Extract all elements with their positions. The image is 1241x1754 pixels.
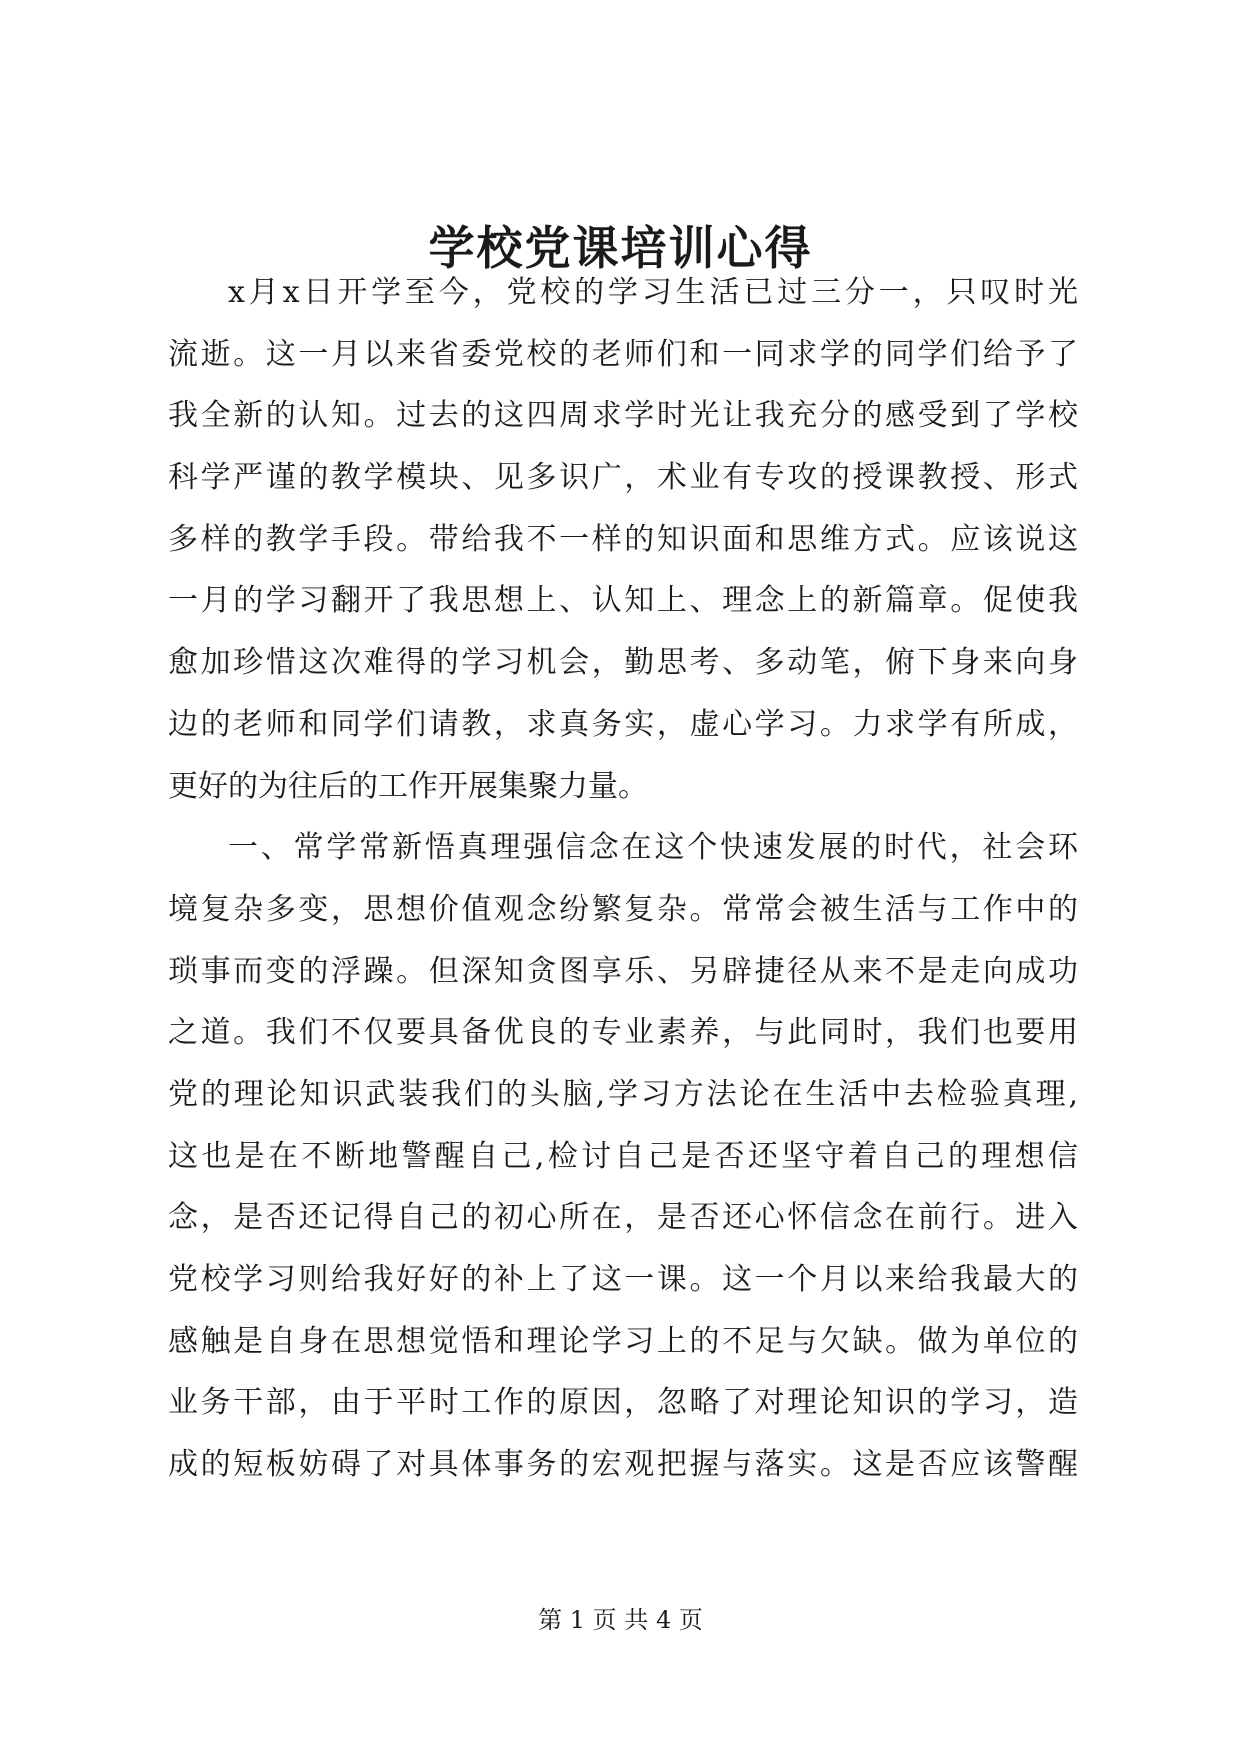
text-line: 之道。我们不仅要具备优良的专业素养，与此同时，我们也要用 [168, 1015, 1078, 1051]
text-line: 一月的学习翻开了我思想上、认知上、理念上的新篇章。促使我 [168, 583, 1078, 619]
document-body [168, 262, 1078, 1496]
text-line: 境复杂多变，思想价值观念纷繁复杂。常常会被生活与工作中的 [168, 891, 1078, 927]
text-line: 这也是在不断地警醒自己,检讨自己是否还坚守着自己的理想信 [168, 1138, 1078, 1174]
text-line: 流逝。这一月以来省委党校的老师们和一同求学的同学们给予了 [168, 336, 1078, 372]
page-footer: 第 1 页 共 4 页 [538, 1606, 703, 1634]
text-line: 多样的教学手段。带给我不一样的知识面和思维方式。应该说这 [168, 521, 1078, 557]
text-line: 念，是否还记得自己的初心所在，是否还心怀信念在前行。进入 [168, 1200, 1078, 1236]
text-line: 业务干部，由于平时工作的原因，忽略了对理论知识的学习，造 [168, 1385, 1078, 1421]
text-line: 党校学习则给我好好的补上了这一课。这一个月以来给我最大的 [168, 1262, 1078, 1297]
text-line: 愈加珍惜这次难得的学习机会，勤思考、多动笔，俯下身来向身 [168, 645, 1078, 681]
text-line: 感触是自身在思想觉悟和理论学习上的不足与欠缺。做为单位的 [168, 1323, 1078, 1359]
text-line: 琐事而变的浮躁。但深知贪图享乐、另辟捷径从来不是走向成功 [168, 953, 1078, 989]
paragraph-2 [168, 817, 1078, 1496]
text-line: 边的老师和同学们请教，求真务实，虚心学习。力求学有所成， [168, 706, 1078, 742]
text-line: 一、常学常新悟真理强信念在这个快速发展的时代，社会环 [228, 830, 1078, 866]
text-line: x月x日开学至今，党校的学习生活已过三分一，只叹时光 [228, 275, 1078, 310]
text-line: 党的理论知识武装我们的头脑,学习方法论在生活中去检验真理, [168, 1076, 1078, 1112]
document-title: 学校党课培训心得 [428, 221, 813, 275]
text-line: 成的短板妨碍了对具体事务的宏观把握与落实。这是否应该警醒 [168, 1447, 1078, 1483]
text-line: 科学严谨的教学模块、见多识广，术业有专攻的授课教授、形式 [168, 460, 1078, 496]
text-line: 我全新的认知。过去的这四周求学时光让我充分的感受到了学校 [168, 398, 1078, 434]
paragraph-1 [168, 262, 1078, 817]
text-line: 更好的为往后的工作开展集聚力量。 [168, 768, 648, 804]
